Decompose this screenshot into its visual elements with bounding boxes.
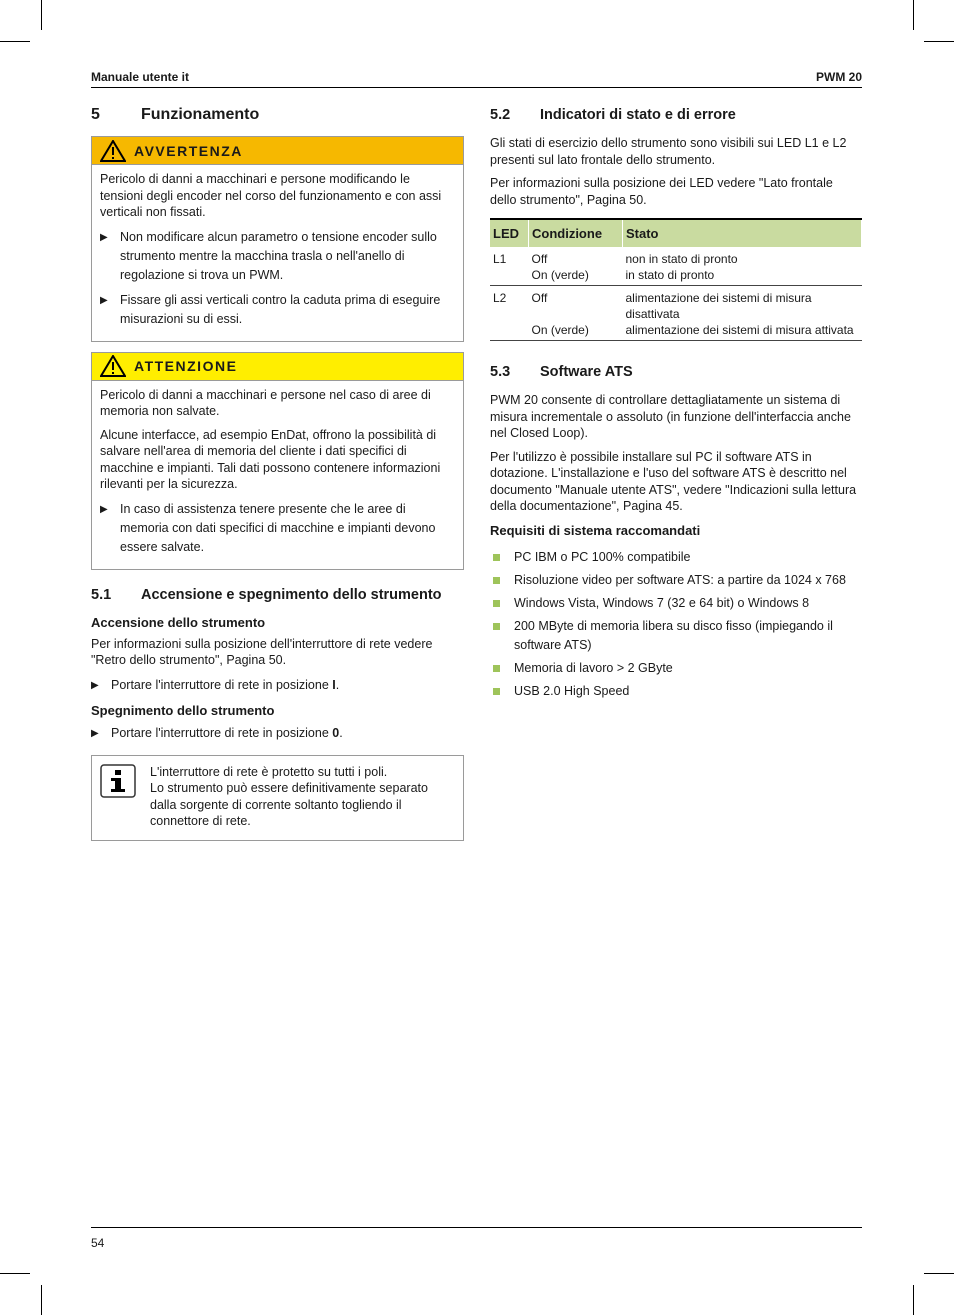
table-header: Condizione bbox=[529, 219, 623, 247]
requirements-list bbox=[490, 548, 862, 701]
list-item-text: In caso di assistenza tenere presente che le aree di memoria con dati specifici di macchine e impianti devono essere salvate. bbox=[120, 501, 436, 554]
subsection-heading bbox=[490, 106, 862, 125]
warning-triangle-icon bbox=[100, 140, 126, 162]
list-item-text: Windows Vista, Windows 7 (32 e 64 bit) o Windows 8 bbox=[514, 595, 810, 610]
table-cell: L2 bbox=[490, 286, 529, 341]
list-item-text: Risoluzione video per software ATS: a partire da 1024 x 768 bbox=[514, 572, 846, 587]
status-table bbox=[490, 218, 862, 341]
subsection-number: 5.1 bbox=[91, 586, 112, 603]
list-item bbox=[490, 659, 862, 678]
info-box bbox=[91, 755, 464, 841]
cell-line: in stato di pronto bbox=[625, 268, 715, 282]
info-text: Lo strumento può essere definitivamente separato dalla sorgente di corrente soltanto togliendo il connettore di rete. bbox=[150, 781, 428, 828]
on-step bbox=[91, 676, 464, 695]
step-text: Portare l'interruttore di rete in posizione bbox=[111, 677, 333, 692]
cell-line: Off bbox=[531, 252, 548, 266]
subsection-number: 5.2 bbox=[490, 107, 511, 123]
footer-rule bbox=[91, 1227, 862, 1228]
step-value: 0 bbox=[332, 725, 340, 740]
header-right: PWM 20 bbox=[815, 70, 862, 84]
subsection-title: Indicatori di stato e di errore bbox=[540, 107, 736, 123]
list-item bbox=[490, 682, 862, 701]
on-text: Per informazioni sulla posizione dell'interruttore di rete vedere "Retro dello strumento", Pagina 50. bbox=[91, 636, 433, 667]
off-step bbox=[91, 724, 464, 743]
square-bullet-icon bbox=[493, 665, 500, 672]
crop-mark bbox=[41, 1285, 42, 1315]
table-cell bbox=[529, 247, 623, 286]
table-cell bbox=[529, 286, 623, 341]
square-bullet-icon bbox=[493, 688, 500, 695]
caution-text: Alcune interfacce, ad esempio EnDat, offrono la possibilità di salvare nell'area di memoria del cliente i dati specifici di macchine e impianti. Tali dati possono contenere informazioni rilevanti per la sicurezza. bbox=[100, 427, 441, 491]
step-text: Portare l'interruttore di rete in posizione bbox=[111, 725, 333, 740]
cell-line: Off bbox=[531, 291, 548, 305]
subsection-heading bbox=[490, 363, 862, 382]
warning-text: Pericolo di danni a macchinari e persone modificando le tensioni degli encoder nel corso del funzionamento e con assi verticali non fissati. bbox=[100, 172, 442, 219]
cell-line: non in stato di pronto bbox=[625, 252, 738, 266]
list-item-text: Non modificare alcun parametro o tensione encoder sullo strumento mentre la macchina trasla o nell'anello di regolazione si trova un PWM. bbox=[120, 229, 437, 282]
caution-text: Pericolo di danni a macchinari e persone nel caso di aree di memoria non salvate. bbox=[100, 387, 431, 418]
table-row bbox=[490, 247, 862, 286]
arrow-right-icon: ▶ bbox=[91, 679, 99, 691]
list-item-text: USB 2.0 High Speed bbox=[514, 683, 630, 698]
table-cell: L1 bbox=[490, 247, 529, 286]
arrow-right-icon: ▶ bbox=[91, 727, 99, 739]
paragraph: Gli stati di esercizio dello strumento sono visibili sui LED L1 e L2 presenti sul lato frontale dello strumento. bbox=[490, 136, 847, 167]
right-column bbox=[490, 106, 862, 705]
subsection-heading bbox=[91, 586, 464, 605]
list-item bbox=[490, 617, 862, 655]
table-cell bbox=[623, 286, 862, 341]
crop-mark bbox=[41, 0, 42, 30]
list-item bbox=[100, 500, 455, 557]
page-number: 54 bbox=[91, 1236, 105, 1250]
list-item-text: PC IBM o PC 100% compatibile bbox=[514, 549, 691, 564]
table-cell bbox=[623, 247, 862, 286]
square-bullet-icon bbox=[493, 554, 500, 561]
arrow-right-icon: ▶ bbox=[100, 231, 108, 243]
list-item-text: 200 MByte di memoria libera su disco fisso (impiegando il software ATS) bbox=[514, 618, 833, 652]
crop-mark bbox=[0, 1273, 30, 1274]
warning-box bbox=[91, 136, 464, 342]
step-value: I bbox=[332, 677, 336, 692]
paragraph: Per informazioni sulla posizione dei LED vedere "Lato frontale dello strumento", Pagina 50. bbox=[490, 176, 833, 207]
square-bullet-icon bbox=[493, 623, 500, 630]
info-text: L'interruttore di rete è protetto su tutti i poli. bbox=[150, 764, 388, 779]
caution-header bbox=[92, 353, 463, 381]
cell-line: On (verde) bbox=[531, 323, 589, 337]
info-icon bbox=[100, 764, 136, 798]
paragraph: PWM 20 consente di controllare dettagliatamente un sistema di misura incrementale o assoluto (in funzione dell'interfaccia anche nel Closed Loop). bbox=[490, 393, 851, 440]
caution-box bbox=[91, 352, 464, 570]
section-heading bbox=[91, 106, 464, 124]
table-row bbox=[490, 286, 862, 341]
list-item bbox=[490, 548, 862, 567]
header-left: Manuale utente it bbox=[91, 70, 190, 84]
off-heading: Spegnimento dello strumento bbox=[91, 702, 275, 718]
square-bullet-icon bbox=[493, 600, 500, 607]
table-header: Stato bbox=[623, 219, 862, 247]
crop-mark bbox=[913, 0, 914, 30]
list-item-text: Memoria di lavoro > 2 GByte bbox=[514, 660, 673, 675]
subsection-title: Accensione e spegnimento dello strumento bbox=[141, 586, 442, 603]
requirements-heading: Requisiti di sistema raccomandati bbox=[490, 522, 701, 538]
list-item bbox=[100, 228, 455, 285]
on-heading: Accensione dello strumento bbox=[91, 614, 266, 630]
list-item-text: Fissare gli assi verticali contro la caduta prima di eseguire misurazioni su di essi. bbox=[120, 292, 441, 326]
section-number: 5 bbox=[91, 106, 100, 123]
arrow-right-icon: ▶ bbox=[100, 294, 108, 306]
cell-line: alimentazione dei sistemi di misura attivata bbox=[625, 323, 854, 337]
warning-triangle-icon bbox=[100, 355, 126, 377]
paragraph: Per l'utilizzo è possibile installare sul PC il software ATS in dotazione. L'installazione e l'uso del software ATS è descritto nel documento "Manuale utente ATS", vedere "Indicazioni sulla lettura della documentazione", Pagina 45. bbox=[490, 449, 857, 513]
left-column bbox=[91, 106, 464, 841]
list-item bbox=[490, 594, 862, 613]
arrow-right-icon: ▶ bbox=[100, 503, 108, 515]
table-header: LED bbox=[490, 219, 529, 247]
section-title: Funzionamento bbox=[141, 106, 260, 123]
crop-mark bbox=[924, 41, 954, 42]
warning-label: AVVERTENZA bbox=[134, 142, 243, 159]
crop-mark bbox=[924, 1273, 954, 1274]
cell-line: alimentazione dei sistemi di misura disattivata bbox=[625, 291, 812, 321]
warning-header bbox=[92, 137, 463, 165]
square-bullet-icon bbox=[493, 577, 500, 584]
subsection-title: Software ATS bbox=[540, 364, 633, 380]
subsection-number: 5.3 bbox=[490, 364, 511, 380]
step-suffix: . bbox=[339, 725, 343, 740]
crop-mark bbox=[0, 41, 30, 42]
crop-mark bbox=[913, 1285, 914, 1315]
cell-line: On (verde) bbox=[531, 268, 589, 282]
list-item bbox=[100, 291, 455, 329]
header-rule bbox=[91, 87, 862, 88]
list-item bbox=[490, 571, 862, 590]
step-suffix: . bbox=[335, 677, 340, 692]
caution-label: ATTENZIONE bbox=[134, 358, 238, 374]
